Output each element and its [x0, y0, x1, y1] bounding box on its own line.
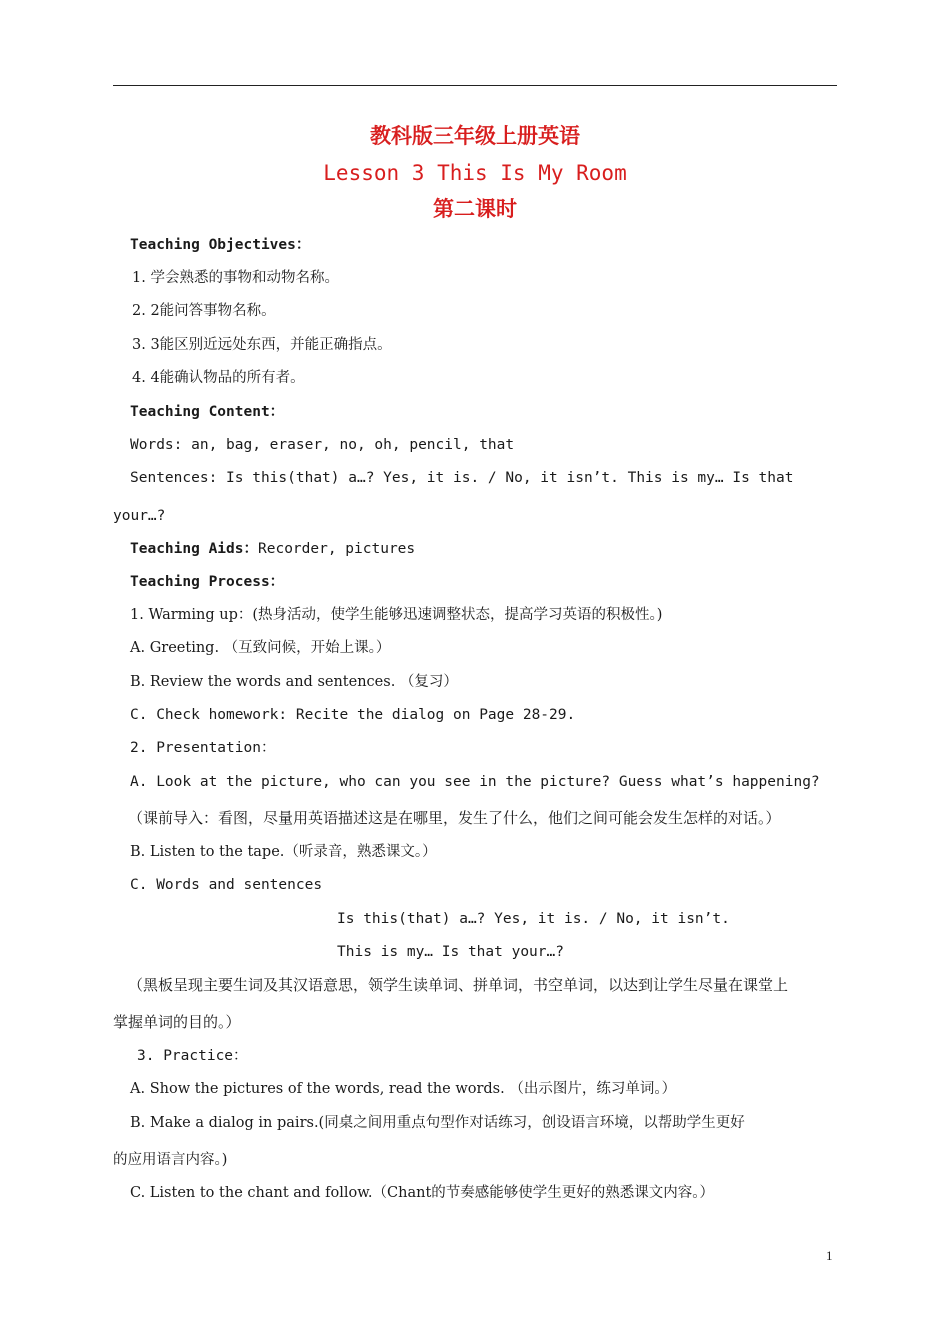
header-rule: [113, 85, 837, 86]
objectives-heading: Teaching Objectives：: [130, 237, 311, 253]
warmup-b: B. Review the words and sentences. （复习）: [130, 674, 458, 690]
page-number: 1: [826, 1248, 833, 1263]
presentation-c: C. Words and sentences: [130, 877, 323, 893]
presentation-a: A. Look at the picture, who can you see in the picture? Guess what’s happening?: [130, 774, 820, 790]
practice-c: C. Listen to the chant and follow.（Chant的节奏感能够使学生更好的熟悉课文内容。）: [130, 1185, 715, 1201]
presentation-b: B. Listen to the tape.（听录音，熟悉课文。）: [130, 844, 437, 860]
process-heading: Teaching Process：: [130, 574, 285, 590]
content-sentences: Sentences: Is this(that) a…? Yes, it is. / No, it isn’t. This is my… Is that: [130, 470, 794, 486]
content-words: Words: an, bag, eraser, no, oh, pencil, that: [130, 437, 515, 453]
aids-heading: Teaching Aids：: [130, 541, 258, 557]
practice-a: A. Show the pictures of the words, read the words. （出示图片，练习单词。）: [130, 1081, 677, 1097]
objective-item: 1. 学会熟悉的事物和动物名称。: [132, 270, 339, 286]
warmup-a: A. Greeting. （互致问候，开始上课。）: [130, 640, 391, 656]
title-chinese: 教科版三年级上册英语: [370, 123, 580, 148]
presentation-note-cont: 掌握单词的目的。）: [113, 1013, 241, 1031]
content-heading: Teaching Content：: [130, 404, 285, 420]
presentation-note: （黑板呈现主要生词及其汉语意思，领学生读单词、拼单词，书空单词，以达到让学生尽量在课堂上: [128, 976, 789, 994]
objective-item: 4. 4能确认物品的所有者。: [132, 370, 305, 386]
presentation-a-note: （课前导入：看图，尽量用英语描述这是在哪里，发生了什么，他们之间可能会发生怎样的对话。）: [128, 809, 781, 827]
objective-item: 3. 3能区别近远处东西，并能正确指点。: [132, 337, 392, 353]
practice-b-cont: 的应用语言内容。): [113, 1152, 228, 1168]
content-sentences-cont: your…?: [113, 508, 166, 524]
practice-heading: 3. Practice：: [137, 1048, 248, 1064]
title-period: 第二课时: [433, 196, 517, 221]
aids-text: Recorder, pictures: [258, 541, 416, 557]
presentation-c-sentence: Is this(that) a…? Yes, it is. / No, it isn’t.: [337, 911, 730, 927]
presentation-heading: 2. Presentation：: [130, 740, 276, 756]
warmup-c: C. Check homework: Recite the dialog on Page 28-29.: [130, 707, 576, 723]
practice-b: B. Make a dialog in pairs.(同桌之间用重点句型作对话练习，创设语言环境，以帮助学生更好: [130, 1115, 745, 1131]
objective-item: 2. 2能问答事物名称。: [132, 303, 276, 319]
presentation-c-sentence: This is my… Is that your…?: [337, 944, 564, 960]
title-lesson: Lesson 3 This Is My Room: [323, 161, 627, 185]
aids-line: [130, 539, 415, 559]
warmup: 1. Warming up：(热身活动，使学生能够迅速调整状态，提高学习英语的积极性。): [130, 607, 663, 623]
